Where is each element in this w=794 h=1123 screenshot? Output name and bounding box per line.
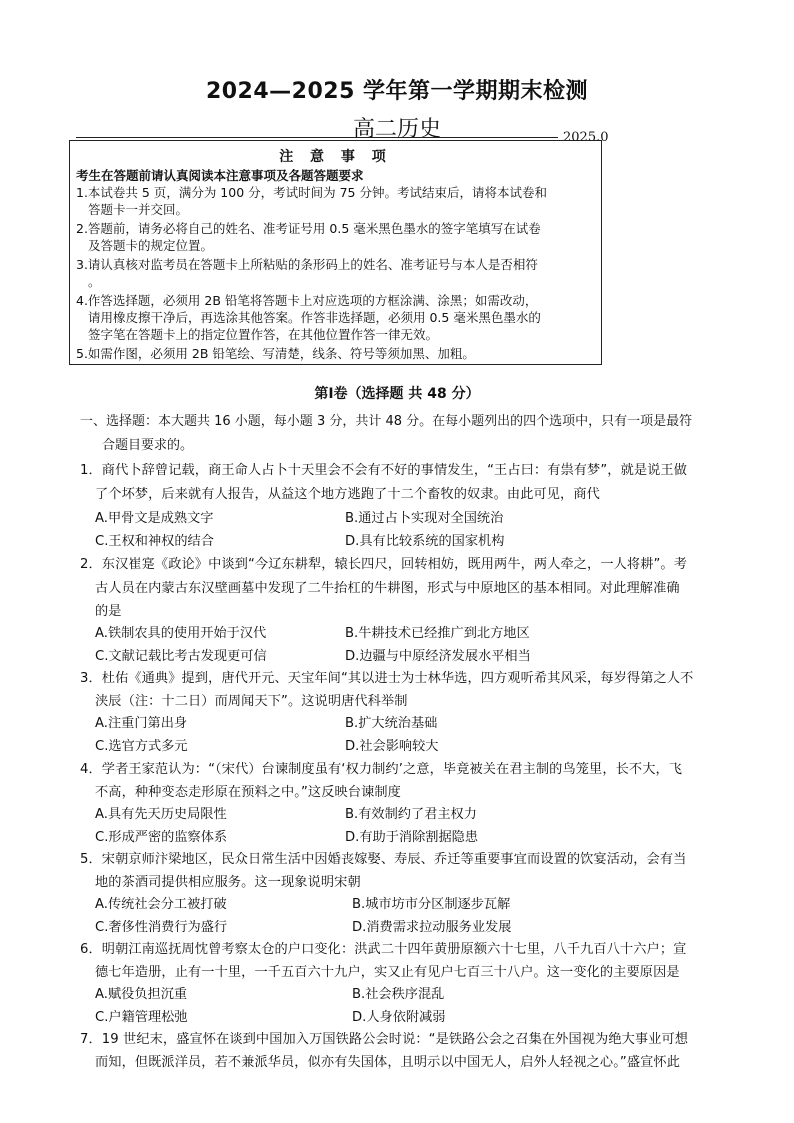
question-4-text: 不高，种种变态走形原在预料之中。”这反映台谏制度 xyxy=(95,785,401,800)
question-4-option-c[interactable]: C.形成严密的监察体系 xyxy=(95,830,228,845)
question-2-option-b[interactable]: B.牛耕技术已经推广到北方地区 xyxy=(345,626,530,641)
part-title: 第Ⅰ卷（选择题 共 48 分） xyxy=(314,386,480,402)
notice-line: 2.答题前，请务必将自己的姓名、准考证号用 0.5 毫米黑色墨水的签字笔填写在试卷 xyxy=(76,221,541,236)
question-2-text: 的是 xyxy=(95,604,122,619)
section-instruction: 合题目要求的。 xyxy=(102,438,194,453)
question-1-text: 了个坏梦，后来就有人报告，从益这个地方逃跑了十二个畜牧的奴隶。由此可见，商代 xyxy=(95,487,600,502)
question-5-option-d[interactable]: D.消费需求拉动服务业发展 xyxy=(352,920,512,935)
question-5-option-b[interactable]: B.城市坊市分区制逐步瓦解 xyxy=(352,897,511,912)
question-1-text: 1．商代卜辞曾记载，商王命人占卜十天里会不会有不好的事情发生，“王占曰：有祟有梦”，就是说王做 xyxy=(80,463,687,478)
exam-date: 2025.0 xyxy=(563,130,609,145)
notice-line: 考生在答题前请认真阅读本注意事项及各题答题要求 xyxy=(76,168,364,183)
notice-line: 答题卡一并交回。 xyxy=(88,202,189,217)
question-1-option-b[interactable]: B.通过占卜实现对全国统治 xyxy=(345,511,504,526)
question-6-option-d[interactable]: D.人身依附减弱 xyxy=(352,1010,446,1025)
notice-line: 4.作答选择题，必须用 2B 铅笔将答题卡上对应选项的方框涂满、涂黑；如需改动， xyxy=(76,293,538,308)
section-instruction: 一、选择题：本大题共 16 小题，每小题 3 分，共计 48 分。在每小题列出的四个选项中，只有一项是最符 xyxy=(80,414,693,429)
exam-subject: 高二历史 xyxy=(352,117,441,142)
question-6-option-a[interactable]: A.赋役负担沉重 xyxy=(95,987,188,1002)
question-4-text: 4．学者王家范认为：“（宋代）台谏制度虽有‘权力制约’之意，毕竟被关在君主制的鸟笼里，长不大，飞 xyxy=(80,762,683,777)
question-2-text: 2．东汉崔寔《政论》中谈到“今辽东耕犁，辕长四尺，回转相妨，既用两牛，两人牵之，一人将耕”。考 xyxy=(80,557,687,572)
header-rule xyxy=(76,137,558,138)
question-3-text: 浃辰（注：十二日）而周闻天下”。这说明唐代科举制 xyxy=(95,694,408,709)
question-1-option-c[interactable]: C.王权和神权的结合 xyxy=(95,534,214,549)
question-1-option-d[interactable]: D.具有比较系统的国家机构 xyxy=(345,534,505,549)
question-5-text: 地的茶酒司提供相应服务。这一现象说明宋朝 xyxy=(95,875,361,890)
notice-line: 请用橡皮擦干净后，再选涂其他答案。作答非选择题，必须用 0.5 毫米黑色墨水的 xyxy=(88,310,541,325)
question-4-option-d[interactable]: D.有助于消除割据隐患 xyxy=(345,830,479,845)
question-6-text: 6．明朝江南巡抚周忱曾考察太仓的户口变化：洪武二十四年黄册原额六十七里，八千九百八十六户；宣 xyxy=(80,942,687,957)
notice-line: 及答题卡的规定位置。 xyxy=(88,238,214,253)
question-4-option-b[interactable]: B.有效制约了君主权力 xyxy=(345,807,477,822)
question-4-option-a[interactable]: A.具有先天历史局限性 xyxy=(95,807,227,822)
question-5-option-c[interactable]: C.奢侈性消费行为盛行 xyxy=(95,920,228,935)
notice-line: 3.请认真核对监考员在答题卡上所粘贴的条形码上的姓名、准考证号与本人是否相符 xyxy=(76,257,538,272)
question-6-option-b[interactable]: B.社会秩序混乱 xyxy=(352,987,445,1002)
notice-line: 签字笔在答题卡上的指定位置作答，在其他位置作答一律无效。 xyxy=(88,327,439,342)
question-7-text: 7．19 世纪末，盛宣怀在谈到中国加入万国铁路公会时说：“是铁路公会之召集在外国视为绝大事业可想 xyxy=(80,1032,689,1047)
question-2-option-c[interactable]: C.文献记载比考古发现更可信 xyxy=(95,649,267,664)
notice-heading: 注 意 事 项 xyxy=(279,149,392,165)
question-2-option-a[interactable]: A.铁制农具的使用开始于汉代 xyxy=(95,626,267,641)
question-2-text: 古人员在内蒙古东汉壁画墓中发现了二牛抬杠的牛耕图，形式与中原地区的基本相同。对此理解准确 xyxy=(95,581,680,596)
question-6-option-c[interactable]: C.户籍管理松弛 xyxy=(95,1010,188,1025)
question-7-text: 而知，但既派洋员，若不兼派华员，似亦有失国体，且明示以中国无人，启外人轻视之心。”盛宣怀此 xyxy=(95,1055,680,1070)
question-6-text: 德七年造册，止有一十里，一千五百六十九户，实又止有见户七百三十八户。这一变化的主要原因是 xyxy=(95,965,680,980)
notice-line: 1.本试卷共 5 页，满分为 100 分，考试时间为 75 分钟。考试结束后，请将本试卷和 xyxy=(76,185,547,200)
notice-line: 。 xyxy=(88,274,101,289)
question-3-option-a[interactable]: A.注重门第出身 xyxy=(95,716,188,731)
exam-title: 2024—2025 学年第一学期期末检测 xyxy=(205,79,589,104)
question-5-text: 5．宋朝京师汴梁地区，民众日常生活中因婚丧嫁娶、寿辰、乔迁等重要事宜而设置的饮宴活动，会有当 xyxy=(80,852,687,867)
notice-line: 5.如需作图，必须用 2B 铅笔绘、写清楚，线条、符号等须加黑、加粗。 xyxy=(76,346,475,361)
question-1-option-a[interactable]: A.甲骨文是成熟文字 xyxy=(95,511,214,526)
question-3-text: 3．杜佑《通典》提到，唐代开元、天宝年间“其以进士为士林华选，四方观听希其风采，每岁得第之人不 xyxy=(80,671,694,686)
question-3-option-b[interactable]: B.扩大统治基础 xyxy=(345,716,438,731)
question-2-option-d[interactable]: D.边疆与中原经济发展水平相当 xyxy=(345,649,531,664)
question-5-option-a[interactable]: A.传统社会分工被打破 xyxy=(95,897,227,912)
question-3-option-d[interactable]: D.社会影响较大 xyxy=(345,739,439,754)
notice-box xyxy=(69,140,602,365)
question-3-option-c[interactable]: C.选官方式多元 xyxy=(95,739,188,754)
